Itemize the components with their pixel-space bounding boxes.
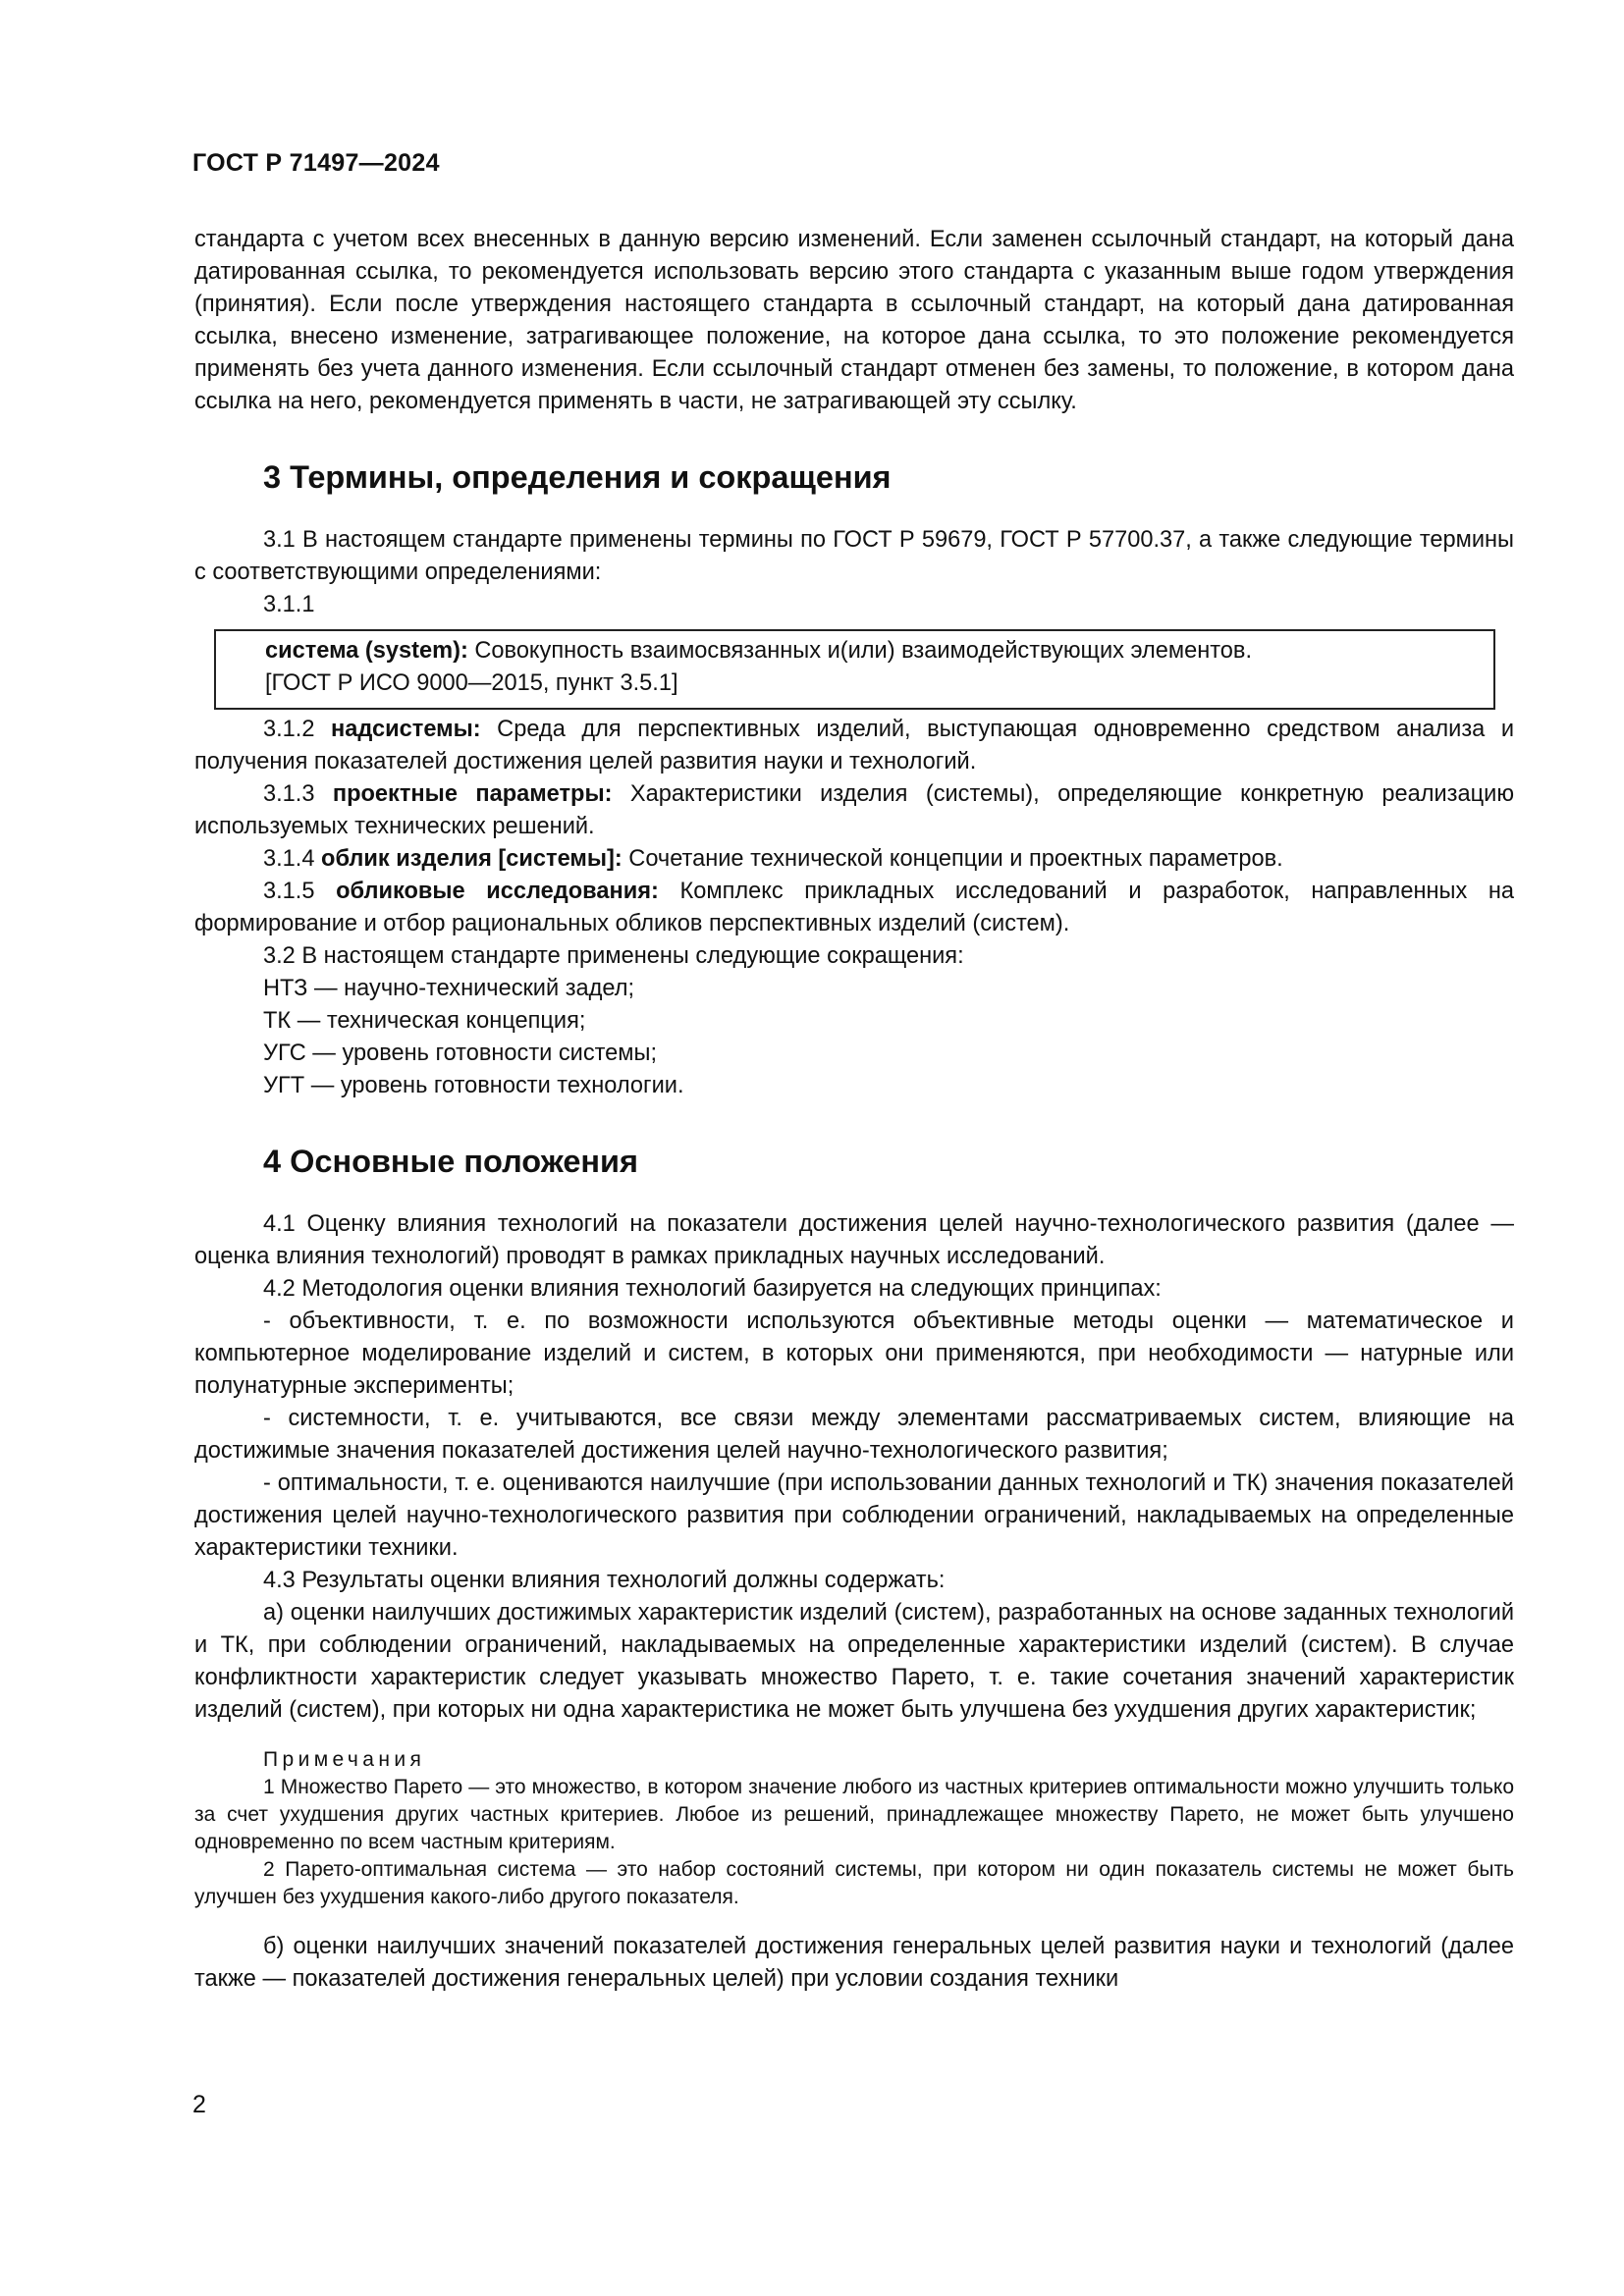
- note-item: 2 Парето-оптимальная система — это набор состояний системы, при котором ни один показатель системы не может быть улучшен без ухудшения какого-либо другого показателя.: [194, 1858, 1514, 1908]
- term-definition: Совокупность взаимосвязанных и(или) взаимодействующих элементов.: [467, 638, 1253, 664]
- abbreviation-item: НТЗ — научно-технический задел;: [263, 976, 635, 1001]
- clause-3-1-3: [194, 778, 1514, 843]
- term-name: обликовые исследования:: [336, 879, 659, 904]
- result-item-b: б) оценки наилучших значений показателей достижения генеральных целей развития науки и технологий (далее также — показателей достижения генеральных целей) при условии создания техники: [194, 1934, 1514, 1992]
- note-item: 1 Множество Парето — это множество, в котором значение любого из частных критериев оптимальности можно улучшить только за счет ухудшения других частных критериев. Любое из решений, принадлежащее множеству Парето, не может быть улучшено одновременно по всем частным критериям.: [194, 1776, 1514, 1853]
- principle-item: - системности, т. е. учитываются, все связи между элементами рассматриваемых систем, влияющие на достижимые значения показателей достижения целей научно-технологического развития;: [194, 1406, 1514, 1464]
- term-name: проектные параметры:: [332, 781, 613, 807]
- clause-number: 3.1.5: [263, 879, 337, 904]
- section-3-title: 3 Термины, определения и сокращения: [263, 459, 892, 495]
- principle-item: - оптимальности, т. е. оцениваются наилучшие (при использовании данных технологий и ТК) значения показателей достижения целей научно-технологического развития при соблюдении ограничений, накладываемых на определенные характеристики техники.: [194, 1470, 1514, 1561]
- clause-number: 3.1.3: [263, 781, 333, 807]
- abbreviation-item: ТК — техническая концепция;: [263, 1008, 586, 1034]
- term-definition: Среда для перспективных изделий, выступающая одновременно средством анализа и получения показателей достижения целей развития науки и технологий.: [194, 717, 1514, 774]
- term-definition: Сочетание технической концепции и проектных параметров.: [622, 846, 1283, 872]
- abbreviation-item: УГС — уровень готовности системы;: [263, 1041, 658, 1066]
- clause-3-2: 3.2 В настоящем стандарте применены следующие сокращения:: [263, 943, 964, 969]
- intro-paragraph: стандарта с учетом всех внесенных в данную версию изменений. Если заменен ссылочный стандарт, на который дана датированная ссылка, то рекомендуется использовать версию этого стандарта с указанным выше годом утверждения (принятия). Если после утверждения настоящего стандарта в ссылочный стандарт, на который дана датированная ссылка, внесено изменение, затрагивающее положение, на которое дана ссылка, то это положение рекомендуется применять без учета данного изменения. Если ссылочный стандарт отменен без замены, то положение, в котором дана ссылка на него, рекомендуется применять в части, не затрагивающей эту ссылку.: [194, 227, 1514, 414]
- clause-4-2: 4.2 Методология оценки влияния технологий базируется на следующих принципах:: [263, 1276, 1162, 1302]
- clause-3-1-2: [194, 714, 1514, 778]
- principle-item: - объективности, т. е. по возможности используются объективные методы оценки — математическое и компьютерное моделирование изделий и систем, в которых они применяются, при необходимости — натурные или полунатурные эксперименты;: [194, 1308, 1514, 1399]
- clause-3-1-1-number: 3.1.1: [263, 592, 315, 617]
- clause-4-1: 4.1 Оценку влияния технологий на показатели достижения целей научно-технологического развития (далее — оценка влияния технологий) проводят в рамках прикладных научных исследований.: [194, 1211, 1514, 1269]
- page-number: 2: [192, 2091, 206, 2118]
- clause-number: 3.1.2: [263, 717, 332, 742]
- document-code-header: ГОСТ Р 71497—2024: [192, 149, 440, 177]
- clause-4-3: 4.3 Результаты оценки влияния технологий должны содержать:: [263, 1568, 946, 1593]
- term-definition: Комплекс прикладных исследований и разработок, направленных на формирование и отбор рациональных обликов перспективных изделий (систем).: [194, 879, 1514, 936]
- clause-3-1: 3.1 В настоящем стандарте применены термины по ГОСТ Р 59679, ГОСТ Р 57700.37, а также следующие термины с соответствующими определениями:: [194, 527, 1514, 585]
- abbreviation-item: УГТ — уровень готовности технологии.: [263, 1073, 684, 1098]
- term-source: [ГОСТ Р ИСО 9000—2015, пункт 3.5.1]: [265, 670, 678, 696]
- clause-number: 3.1.4: [263, 846, 322, 872]
- term-name: надсистемы:: [331, 717, 481, 742]
- term-line: [265, 635, 1444, 667]
- result-item-a: а) оценки наилучших достижимых характеристик изделий (систем), разработанных на основе заданных технологий и ТК, при соблюдении ограничений, накладываемых на определенные характеристики изделий (систем). В случае конфликтности характеристик следует указывать множество Парето, т. е. такие сочетания значений характеристик изделий (систем), при которых ни одна характеристика не может быть улучшена без ухудшения других характеристик;: [194, 1600, 1514, 1723]
- term-definition-box: [214, 629, 1495, 710]
- page-content: [194, 224, 1514, 1996]
- notes-title: Примечания: [263, 1748, 426, 1771]
- clause-3-1-4: [194, 843, 1514, 876]
- section-4-title: 4 Основные положения: [263, 1144, 638, 1179]
- term-name: система (system):: [265, 638, 468, 664]
- term-name: облик изделия [системы]:: [321, 846, 623, 872]
- clause-3-1-5: [194, 876, 1514, 940]
- term-definition: Характеристики изделия (системы), определяющие конкретную реализацию используемых технических решений.: [194, 781, 1515, 839]
